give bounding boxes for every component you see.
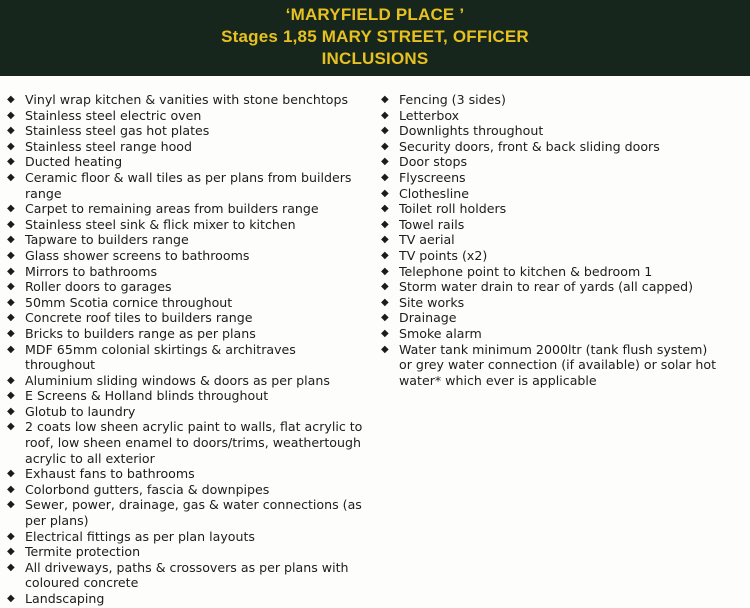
bullet-icon: ◆ — [381, 281, 389, 293]
bullet-icon: ◆ — [381, 265, 389, 277]
inclusion-item — [6, 373, 365, 389]
inclusion-item — [6, 217, 365, 233]
inclusions-left-column — [6, 92, 371, 607]
bullet-icon: ◆ — [7, 327, 15, 339]
inclusion-item-text: Stainless steel electric oven — [25, 107, 202, 123]
bullet-icon: ◆ — [7, 94, 15, 105]
bullet-icon: ◆ — [7, 374, 15, 386]
inclusion-item-text: Clothesline — [399, 185, 469, 201]
bullet-icon: ◆ — [7, 203, 15, 215]
bullet-icon: ◆ — [7, 171, 15, 183]
inclusion-item-text: Toilet roll holders — [399, 201, 507, 217]
bullet-icon: ◆ — [7, 468, 15, 480]
inclusion-item — [6, 404, 365, 420]
inclusion-item-text: Towel rails — [399, 216, 465, 232]
bullet-icon: ◆ — [7, 343, 15, 355]
bullet-icon: ◆ — [381, 218, 389, 230]
inclusion-item-text: Drainage — [399, 310, 457, 326]
inclusion-item — [6, 248, 365, 264]
inclusion-item-text: Tapware to builders range — [25, 232, 189, 248]
inclusion-item — [6, 170, 365, 201]
bullet-icon: ◆ — [381, 203, 389, 215]
inclusion-item-text: 50mm Scotia cornice throughout — [25, 294, 233, 310]
bullet-icon: ◆ — [381, 187, 389, 199]
inclusion-item — [380, 279, 719, 295]
inclusion-item-text: Glass shower screens to bathrooms — [25, 247, 250, 263]
inclusion-item-text: Sewer, power, drainage, gas & water connections (as per plans) — [25, 497, 362, 529]
bullet-icon: ◆ — [7, 234, 15, 246]
inclusion-item — [380, 139, 719, 155]
inclusion-item-text: Water tank minimum 2000ltr (tank flush system) or grey water connection (if available) or solar hot water* which ever is applicable — [399, 341, 717, 388]
inclusion-item — [6, 310, 365, 326]
bullet-icon: ◆ — [7, 499, 15, 511]
bullet-icon: ◆ — [7, 156, 15, 168]
bullet-icon: ◆ — [7, 140, 15, 152]
inclusion-item-text: Stainless steel range hood — [25, 138, 193, 154]
bullet-icon: ◆ — [381, 140, 389, 152]
inclusion-item-text: E Screens & Holland blinds throughout — [25, 388, 269, 404]
inclusion-item-text: Concrete roof tiles to builders range — [25, 310, 253, 326]
inclusion-item — [6, 497, 365, 528]
inclusion-item-text: Fencing (3 sides) — [399, 92, 506, 107]
inclusion-item-text: Security doors, front & back sliding doors — [399, 138, 660, 154]
inclusion-item — [6, 388, 365, 404]
inclusion-item — [380, 92, 719, 108]
bullet-icon: ◆ — [7, 125, 15, 137]
inclusion-item — [380, 342, 719, 389]
bullet-icon: ◆ — [7, 561, 15, 573]
bullet-icon: ◆ — [7, 405, 15, 417]
inclusion-item-text: Flyscreens — [399, 169, 466, 185]
bullet-icon: ◆ — [381, 312, 389, 324]
bullet-icon: ◆ — [7, 593, 15, 604]
inclusion-item-text: Telephone point to kitchen & bedroom 1 — [399, 263, 653, 279]
bullet-icon: ◆ — [7, 249, 15, 261]
inclusion-item-text: Letterbox — [399, 107, 460, 123]
bullet-icon: ◆ — [7, 421, 15, 433]
inclusion-item — [380, 217, 719, 233]
bullet-icon: ◆ — [7, 109, 15, 121]
inclusion-item-text: Aluminium sliding windows & doors as per plans — [25, 372, 330, 388]
inclusion-item — [380, 310, 719, 326]
inclusion-item-text: Stainless steel sink & flick mixer to kitchen — [25, 216, 296, 232]
bullet-icon: ◆ — [7, 530, 15, 542]
inclusion-item-text: Stainless steel gas hot plates — [25, 123, 210, 139]
inclusion-item-text: Bricks to builders range as per plans — [25, 325, 256, 341]
bullet-icon: ◆ — [381, 94, 389, 105]
bullet-icon: ◆ — [381, 249, 389, 261]
bullet-icon: ◆ — [7, 281, 15, 293]
inclusion-item — [6, 264, 365, 280]
bullet-icon: ◆ — [7, 265, 15, 277]
inclusion-item — [380, 248, 719, 264]
inclusions-list-left — [6, 92, 371, 607]
inclusion-item — [6, 544, 365, 560]
inclusion-item-text: Ducted heating — [25, 154, 123, 170]
inclusion-item-text: Exhaust fans to bathrooms — [25, 466, 195, 482]
inclusion-item — [6, 482, 365, 498]
inclusions-list-right — [380, 92, 745, 388]
inclusion-item-text: 2 coats low sheen acrylic paint to walls, flat acrylic to roof, low sheen enamel to doors/trims, weathertough acrylic to all exterior — [25, 419, 363, 466]
inclusion-item — [380, 123, 719, 139]
inclusion-item — [6, 139, 365, 155]
bullet-icon: ◆ — [381, 125, 389, 137]
inclusion-item-text: Downlights throughout — [399, 123, 544, 139]
inclusion-item-text: Carpet to remaining areas from builders range — [25, 201, 319, 217]
inclusion-item — [380, 264, 719, 280]
inclusion-item — [380, 154, 719, 170]
bullet-icon: ◆ — [381, 296, 389, 308]
inclusion-item-text: Ceramic floor & wall tiles as per plans from builders range — [25, 169, 352, 201]
inclusion-item — [6, 295, 365, 311]
bullet-icon: ◆ — [381, 343, 389, 355]
bullet-icon: ◆ — [7, 312, 15, 324]
inclusion-item — [380, 108, 719, 124]
inclusion-item-text: Termite protection — [25, 544, 141, 560]
inclusion-item-text: TV points (x2) — [399, 247, 488, 263]
inclusion-item — [6, 201, 365, 217]
inclusion-item-text: TV aerial — [399, 232, 455, 248]
inclusion-item — [380, 295, 719, 311]
inclusion-item-text: Electrical fittings as per plan layouts — [25, 528, 255, 544]
project-title: ‘MARYFIELD PLACE ’ — [285, 5, 465, 24]
inclusion-item — [6, 108, 365, 124]
inclusion-item-text: Storm water drain to rear of yards (all capped) — [399, 279, 694, 295]
inclusion-item — [6, 123, 365, 139]
bullet-icon: ◆ — [7, 296, 15, 308]
inclusion-item — [380, 232, 719, 248]
bullet-icon: ◆ — [7, 483, 15, 495]
inclusion-item — [6, 154, 365, 170]
inclusion-item-text: Colorbond gutters, fascia & downpipes — [25, 481, 270, 497]
bullet-icon: ◆ — [381, 171, 389, 183]
inclusion-item-text: All driveways, paths & crossovers as per plans with coloured concrete — [25, 559, 349, 591]
header-banner — [0, 0, 750, 76]
inclusion-item — [6, 560, 365, 591]
bullet-icon: ◆ — [381, 327, 389, 339]
inclusion-item-text: Door stops — [399, 154, 468, 170]
inclusion-item — [6, 529, 365, 545]
inclusion-item-text: Smoke alarm — [399, 325, 482, 341]
project-address: Stages 1,85 MARY STREET, OFFICER — [221, 27, 529, 46]
inclusion-item — [380, 186, 719, 202]
inclusion-item — [6, 326, 365, 342]
inclusion-item-text: Glotub to laundry — [25, 403, 136, 419]
bullet-icon: ◆ — [381, 234, 389, 246]
inclusion-item — [380, 170, 719, 186]
inclusion-item — [6, 92, 365, 108]
inclusion-item-text: Roller doors to garages — [25, 279, 172, 295]
inclusions-right-column — [380, 92, 745, 388]
bullet-icon: ◆ — [7, 390, 15, 402]
bullet-icon: ◆ — [7, 218, 15, 230]
inclusion-item — [6, 232, 365, 248]
inclusion-item — [380, 326, 719, 342]
inclusion-item — [6, 279, 365, 295]
inclusion-item — [6, 419, 365, 466]
inclusion-item — [6, 342, 365, 373]
inclusion-item — [6, 466, 365, 482]
inclusion-item-text: Landscaping — [25, 591, 105, 606]
section-title: INCLUSIONS — [321, 49, 429, 68]
inclusion-item-text: Mirrors to bathrooms — [25, 263, 158, 279]
inclusion-item-text: MDF 65mm colonial skirtings & architraves throughout — [25, 341, 296, 373]
bullet-icon: ◆ — [381, 109, 389, 121]
inclusion-item — [380, 201, 719, 217]
inclusion-item-text: Site works — [399, 294, 465, 310]
inclusion-item — [6, 591, 365, 607]
bullet-icon: ◆ — [7, 546, 15, 558]
bullet-icon: ◆ — [381, 156, 389, 168]
inclusion-item-text: Vinyl wrap kitchen & vanities with stone benchtops — [25, 92, 349, 107]
